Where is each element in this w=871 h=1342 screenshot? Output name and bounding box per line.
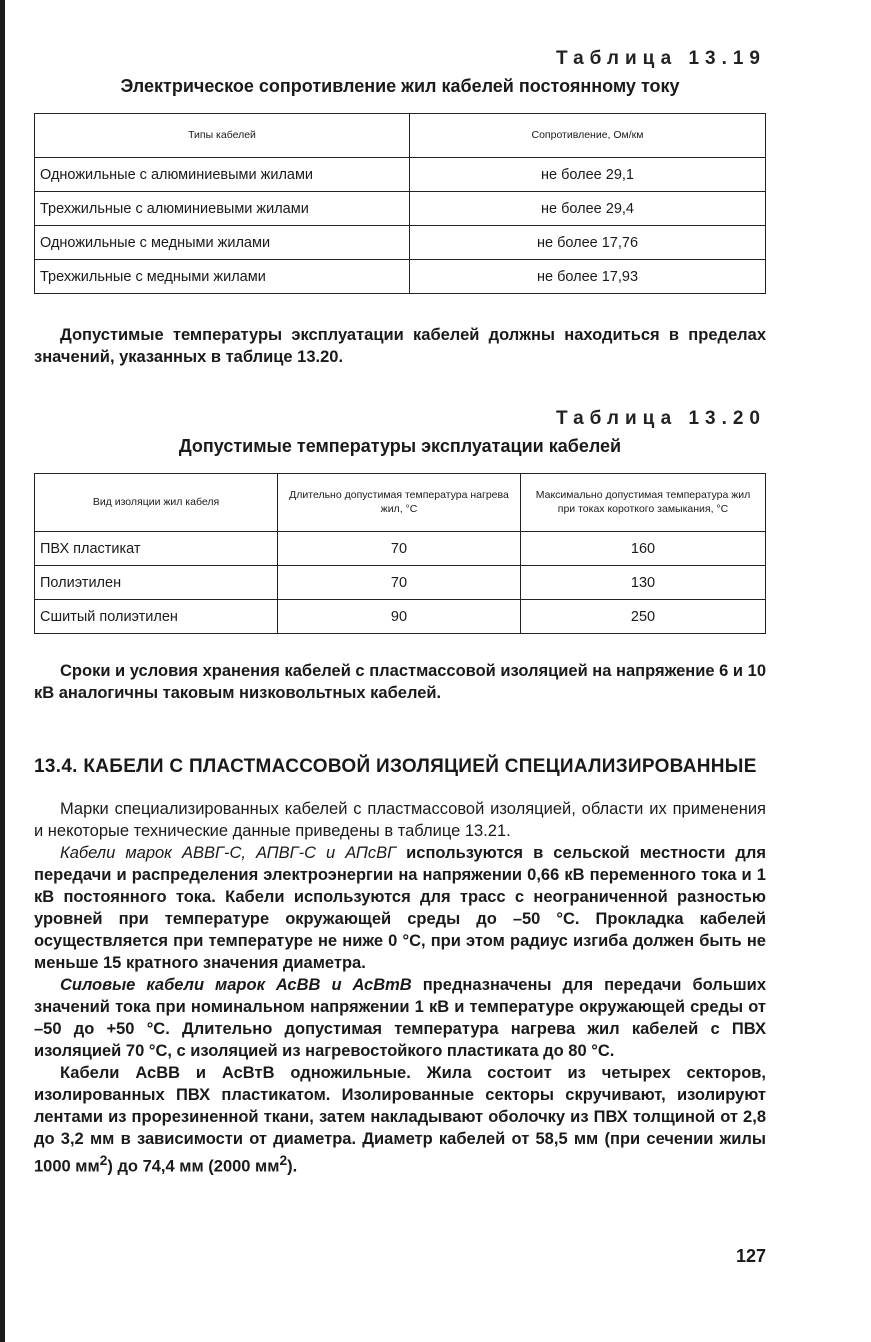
- table-header-cell: Максимально допустимая температура жил при токах короткого замыкания, °С: [521, 474, 766, 532]
- table-row: [35, 192, 766, 226]
- paragraph-avvg-cables: [34, 842, 766, 974]
- table-13-20: [34, 473, 766, 634]
- table-header-cell: Вид изоляции жил кабеля: [35, 474, 278, 532]
- table-header-cell: Длительно допустимая температура нагрева жил, °С: [278, 474, 521, 532]
- paragraph-storage: Сроки и условия хранения кабелей с пластмассовой изоляцией на напряжение 6 и 10 кВ аналогичны таковым низковольтных кабелей.: [34, 662, 767, 702]
- table-row: [35, 532, 766, 566]
- table-cell: не более 29,1: [410, 158, 766, 192]
- paragraph-temperatures: Допустимые температуры эксплуатации кабелей должны находиться в пределах значений, указанных в таблице 13.20.: [34, 326, 766, 366]
- table-cell: Трехжильные с медными жилами: [35, 260, 410, 294]
- table-cell: 250: [521, 600, 766, 634]
- table-cell: не более 17,76: [410, 226, 766, 260]
- table-13-19: [34, 113, 766, 294]
- table-cell: Одножильные с алюминиевыми жилами: [35, 158, 410, 192]
- table-13-19-caption: Электрическое сопротивление жил кабелей постоянному току: [120, 76, 680, 96]
- table-row: [35, 600, 766, 634]
- table-row: [35, 260, 766, 294]
- table-cell: Одножильные с медными жилами: [35, 226, 410, 260]
- table-row: [35, 226, 766, 260]
- table-cell: не более 17,93: [410, 260, 766, 294]
- paragraph-intro: Марки специализированных кабелей с пластмассовой изоляцией, области их применения и некоторые технические данные приведены в таблице 13.21.: [34, 800, 766, 840]
- table-13-20-caption: Допустимые температуры эксплуатации кабелей: [178, 436, 622, 456]
- table-row: [35, 158, 766, 192]
- table-header-cell: Типы кабелей: [35, 114, 410, 158]
- table-cell: 130: [521, 566, 766, 600]
- page-edge-shadow: [0, 0, 5, 1342]
- paragraph-lead-italic: Кабели марок АВВГ-С, АПВГ-С и АПсВГ: [60, 844, 397, 862]
- paragraph-asvv-cables: [34, 974, 766, 1062]
- paragraph-body: используются в сельской местности для передачи и распределения электроэнергии на напряжении 0,66 кВ переменного тока и 1 кВ постоянного тока. Кабели используются для трасс с неограниченной разностью уровней при температуре окружающей среды до –50 °С. Прокладка кабелей осуществляется при температуре не ниже 0 °С, при этом радиус изгиба должен быть не меньше 15 кратного значения диаметра.: [34, 844, 766, 972]
- document-page: [34, 48, 766, 1178]
- table-cell: Полиэтилен: [35, 566, 278, 600]
- table-cell: 70: [278, 566, 521, 600]
- table-row: [35, 566, 766, 600]
- paragraph-body: ).: [287, 1157, 298, 1176]
- table-cell: Трехжильные с алюминиевыми жилами: [35, 192, 410, 226]
- table-cell: 160: [521, 532, 766, 566]
- table-header-cell: Сопротивление, Ом/км: [410, 114, 766, 158]
- paragraph-body: Кабели АсВВ и АсВтВ одножильные. Жила состоит из четырех секторов, изолированных ПВХ пластикатом. Изолированные секторы скручивают, изолируют лентами из прорезиненной ткани, затем накладывают оболочку из ПВХ толщиной от 2,8 до 3,2 мм в зависимости от диаметра. Диаметр кабелей от 58,5 мм (при сечении жилы 1000 мм: [34, 1064, 766, 1176]
- paragraph-body: предназначены для передачи больших значений тока при номинальном напряжении 1 кВ и температуре окружающей среды от –50 до +50 °С. Длительно допустимая температура нагрева жил кабелей с ПВХ изоляцией 70 °С, с изоляцией из нагревостойкого пластиката до 80 °С.: [34, 976, 767, 1060]
- table-cell: 70: [278, 532, 521, 566]
- table-13-19-number: Таблица 13.19: [555, 48, 766, 69]
- table-cell: Сшитый полиэтилен: [35, 600, 278, 634]
- table-cell: 90: [278, 600, 521, 634]
- paragraph-body: ) до 74,4 мм (2000 мм: [107, 1157, 280, 1176]
- superscript: 2: [99, 1153, 108, 1168]
- paragraph-single-core: [34, 1062, 766, 1178]
- table-cell: ПВХ пластикат: [35, 532, 278, 566]
- superscript: 2: [279, 1153, 288, 1168]
- section-title: 13.4. КАБЕЛИ С ПЛАСТМАССОВОЙ ИЗОЛЯЦИЕЙ СПЕЦИАЛИЗИРОВАННЫЕ: [34, 756, 757, 777]
- table-13-20-number: Таблица 13.20: [555, 408, 766, 429]
- page-number: 127: [735, 1246, 766, 1266]
- paragraph-lead-italic: Силовые кабели марок АсВВ и АсВтВ: [60, 976, 412, 994]
- table-cell: не более 29,4: [410, 192, 766, 226]
